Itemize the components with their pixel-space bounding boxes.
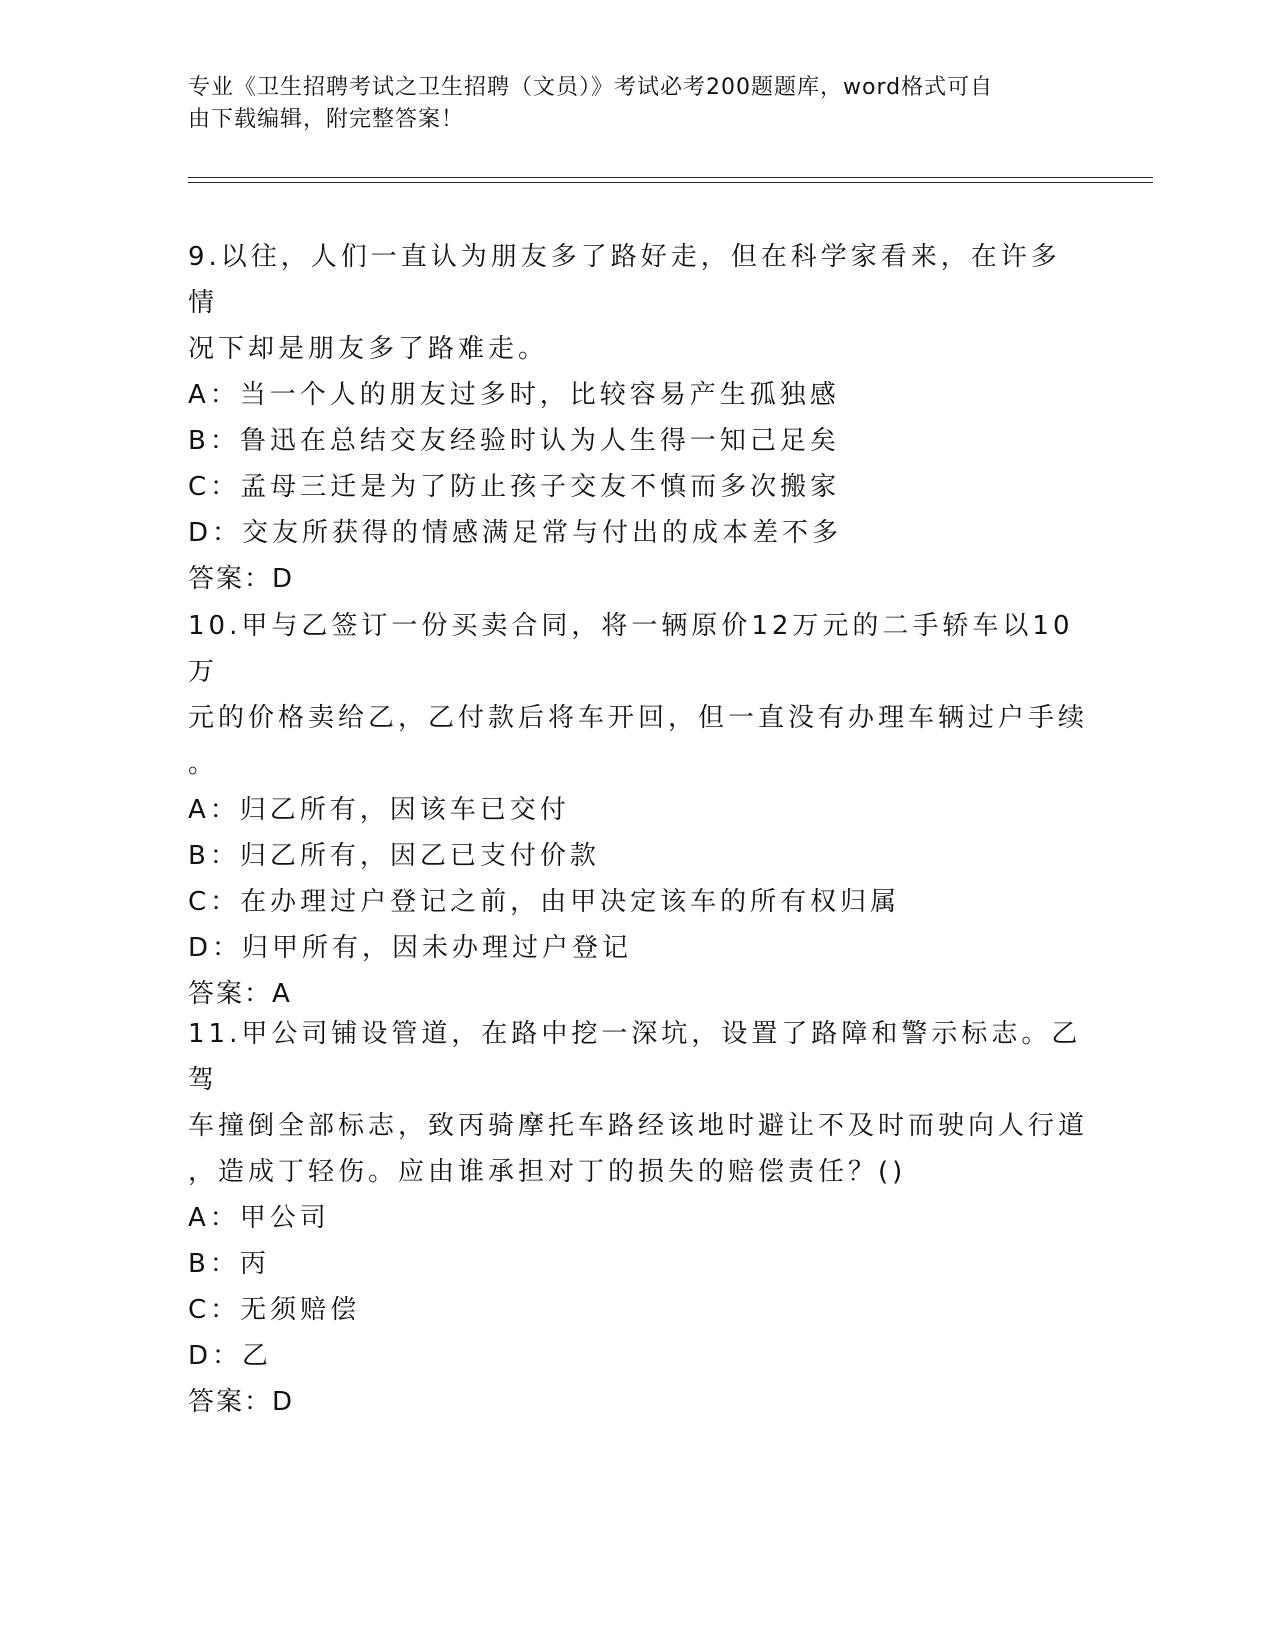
question-stem-line: 。 (188, 749, 219, 779)
question-stem-line: 元的价格卖给乙，乙付款后将车开回，但一直没有办理车辆过户手续 (188, 703, 1089, 733)
option-c: C：孟母三迁是为了防止孩子交友不慎而多次搬家 (188, 472, 841, 502)
option-b: B：鲁迅在总结交友经验时认为人生得一知己足矣 (188, 426, 840, 456)
question-9 (188, 234, 1088, 602)
option-d: D：乙 (188, 1341, 273, 1371)
option-d: D：归甲所有，因未办理过户登记 (188, 933, 633, 963)
option-c: C：在办理过户登记之前，由甲决定该车的所有权归属 (188, 887, 901, 917)
header-divider-top (188, 177, 1153, 178)
header-divider-bottom (188, 182, 1153, 183)
answer-line: 答案：A (188, 979, 292, 1009)
question-stem-line: 9.以往，人们一直认为朋友多了路好走，但在科学家看来，在许多情 (188, 242, 1061, 318)
option-b: B：丙 (188, 1249, 270, 1279)
question-stem-line: 况下却是朋友多了路难走。 (188, 334, 549, 364)
question-10 (188, 603, 1088, 1017)
option-b: B：归乙所有，因乙已支付价款 (188, 841, 600, 871)
answer-line: 答案：D (188, 564, 295, 594)
option-a: A：当一个人的朋友过多时，比较容易产生孤独感 (188, 380, 840, 410)
option-a: A：甲公司 (188, 1203, 330, 1233)
question-stem-line: 10.甲与乙签订一份买卖合同，将一辆原价12万元的二手轿车以10万 (188, 611, 1074, 687)
document-header (188, 72, 1088, 136)
header-line-1: 专业《卫生招聘考试之卫生招聘（文员）》考试必考200题题库，word格式可自 (188, 75, 994, 100)
option-d: D：交友所获得的情感满足常与付出的成本差不多 (188, 518, 843, 548)
option-a: A：归乙所有，因该车已交付 (188, 795, 570, 825)
question-stem-line: 11.甲公司铺设管道，在路中挖一深坑，设置了路障和警示标志。乙驾 (188, 1019, 1082, 1095)
option-c: C：无须赔偿 (188, 1295, 361, 1325)
question-11 (188, 1011, 1088, 1425)
header-line-2: 由下载编辑，附完整答案！ (188, 107, 465, 132)
answer-line: 答案：D (188, 1387, 295, 1417)
question-stem-line: 车撞倒全部标志，致丙骑摩托车路经该地时避让不及时而驶向人行道 (188, 1111, 1089, 1141)
question-stem-line: ，造成丁轻伤。应由谁承担对丁的损失的赔偿责任？() (188, 1157, 907, 1187)
